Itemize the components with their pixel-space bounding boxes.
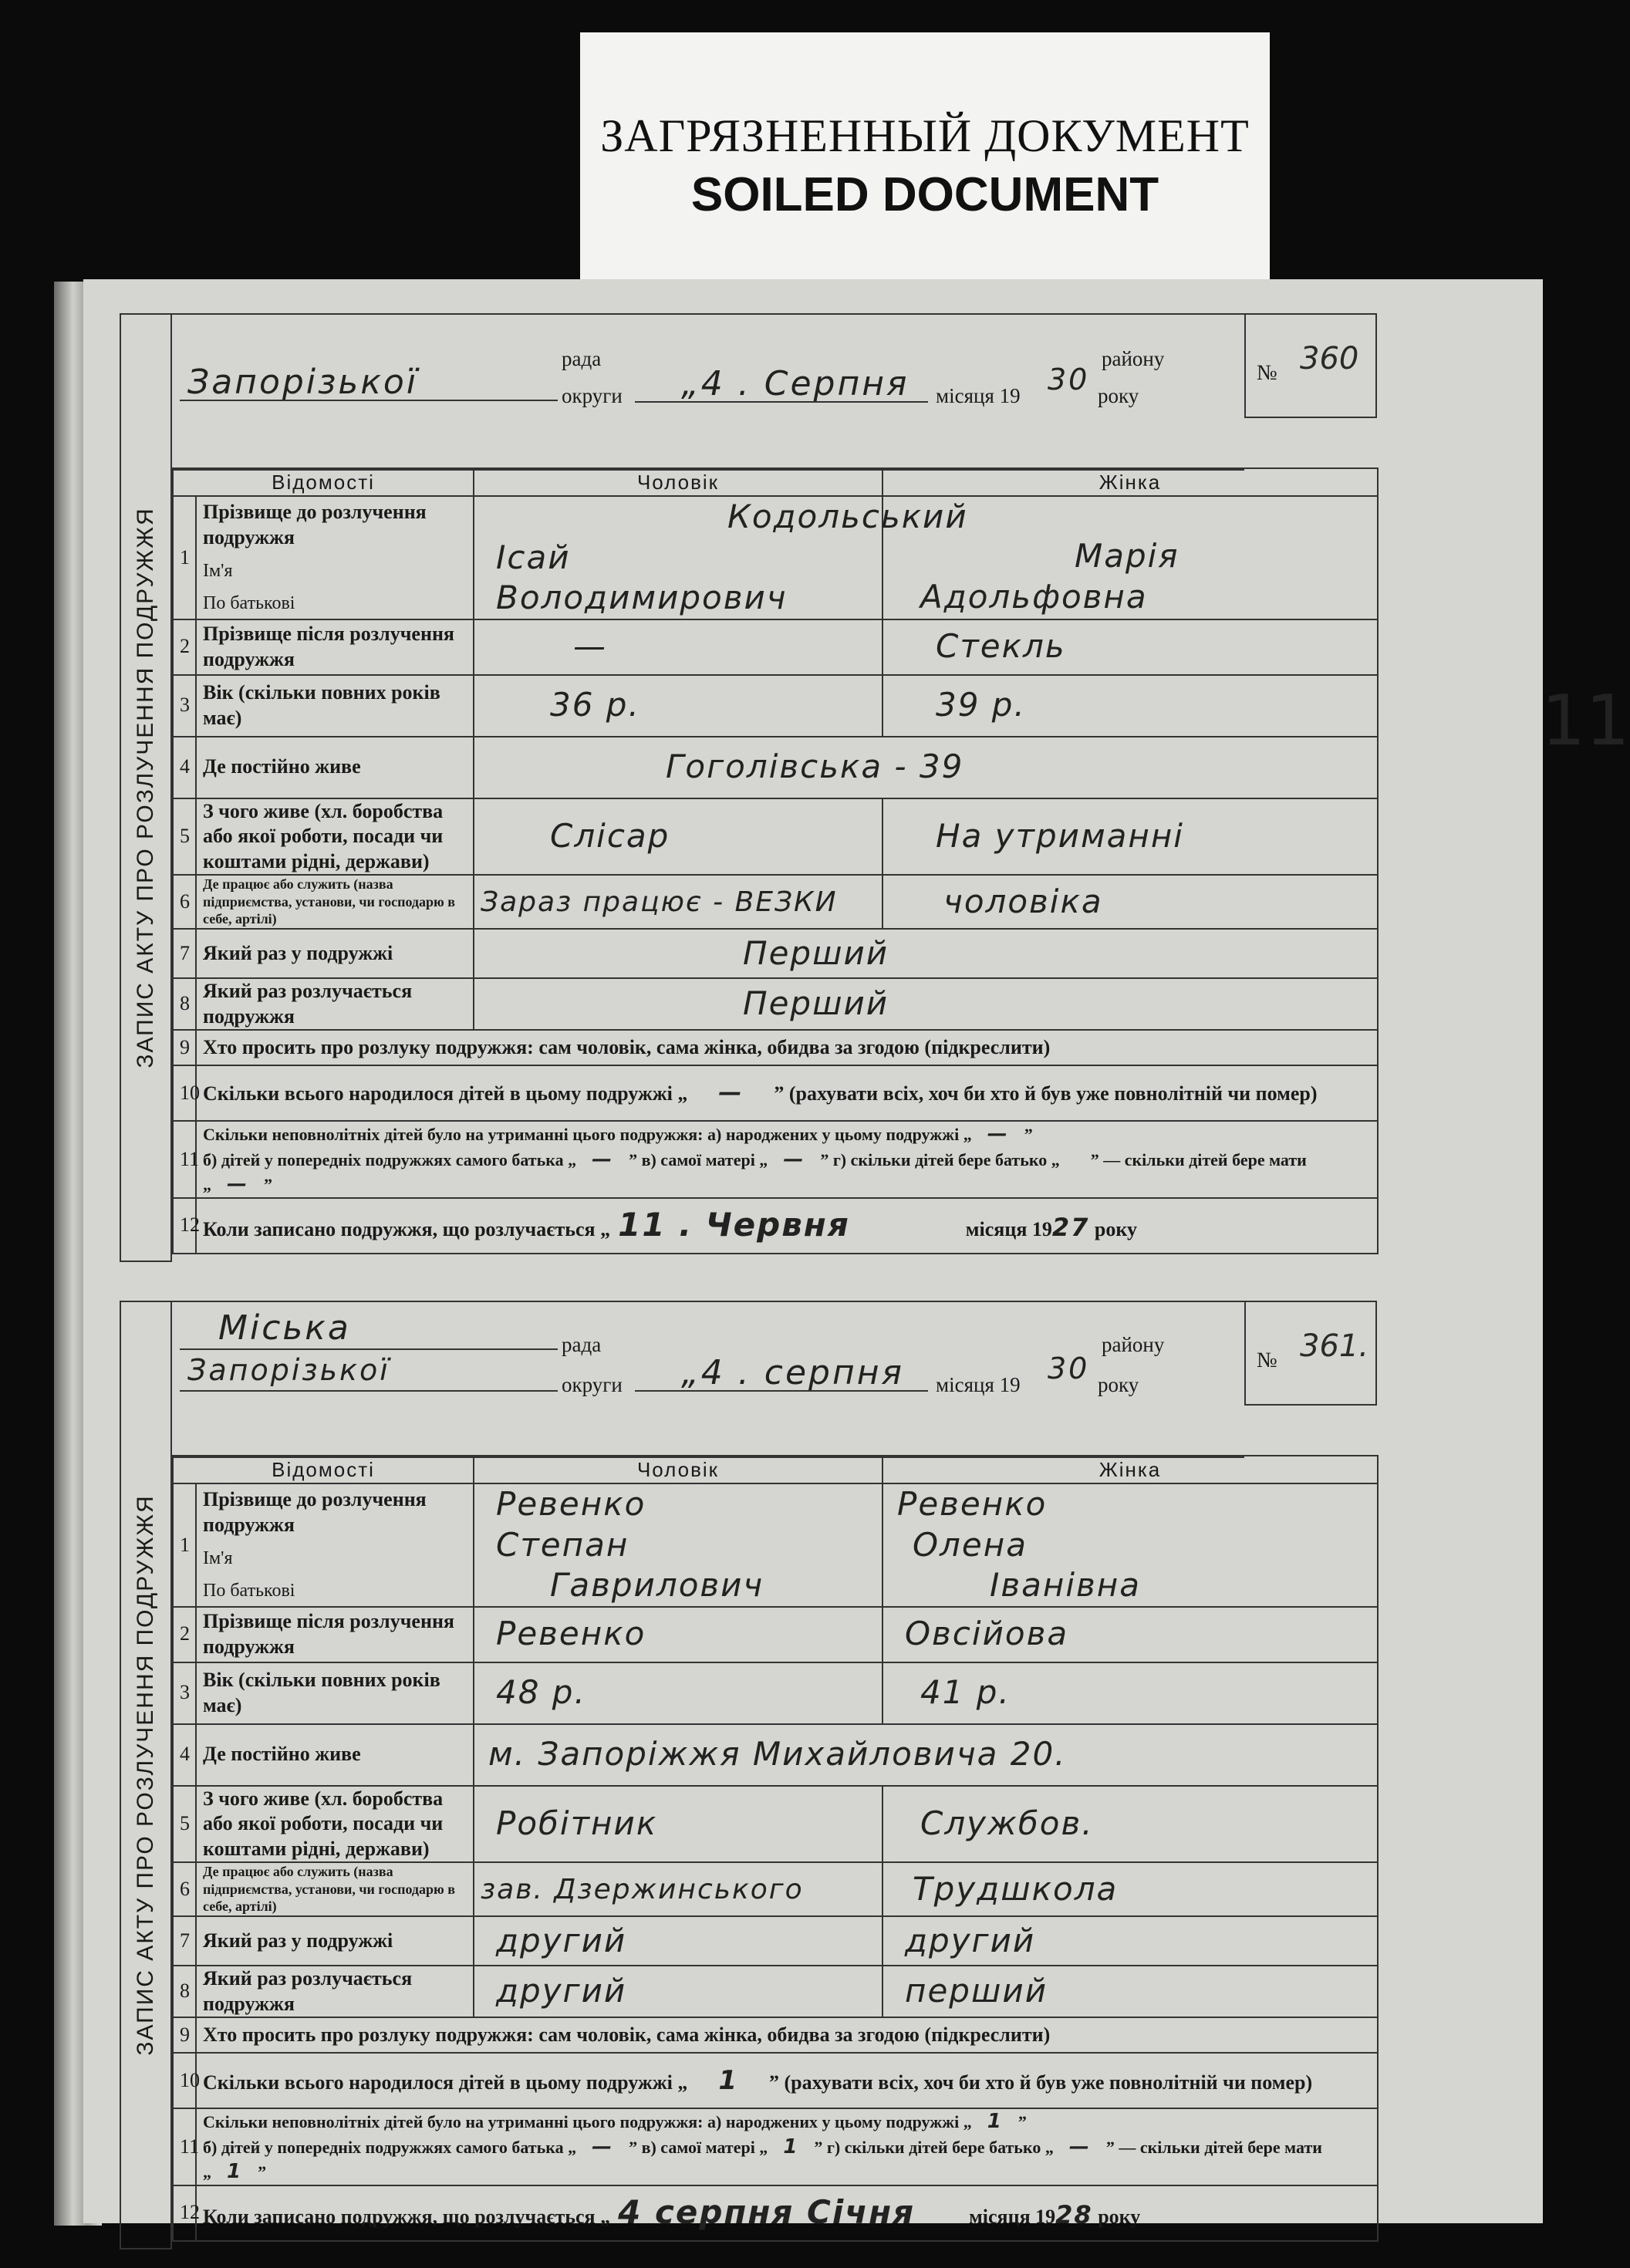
col-woman: Жінка xyxy=(882,468,1378,496)
woman-value: чоловіка xyxy=(943,882,1103,920)
row-label: Який раз у подружжі xyxy=(196,1916,474,1966)
row11-c: — xyxy=(783,1147,805,1171)
row10-post: ” (рахувати всіх, хоч би хто й був уже повнолітній чи помер) xyxy=(774,1082,1318,1105)
man-value: 36 р. xyxy=(550,686,640,724)
row-num: 5 xyxy=(173,1786,196,1863)
month-label: місяця 19 xyxy=(936,384,1021,407)
date-line xyxy=(635,1390,928,1392)
woman-value: На утриманні xyxy=(936,817,1184,855)
row-num: 2 xyxy=(173,1607,196,1662)
man-name: Ісай xyxy=(496,538,571,576)
row11-text: Скільки неповнолітніх дітей було на утриманні цього подружжя: а) народжених у цьому подружжі „ — ” б) дітей у попередніх подружжях самого батька „ — ” в) самої матері „ — ” г) скільки дітей бере батько „ ” — скільки дітей бере мати „ — ” xyxy=(196,1121,1378,1198)
woman-value: Службов. xyxy=(920,1804,1094,1842)
row11-b: — xyxy=(592,2135,614,2158)
man-value: Ревенко xyxy=(496,1615,646,1653)
row-label: Де працює або служить (назва підприємства, установи, чи господарю в себе, артілі) xyxy=(196,1862,474,1916)
stamp-ru: ЗАГРЯЗНЕННЫЙ ДОКУМЕНТ xyxy=(600,110,1250,161)
woman-cell xyxy=(882,496,1378,619)
rada-label: рада xyxy=(562,347,602,370)
row11-d-label: ” г) скільки дітей бере батько „ xyxy=(814,2137,1054,2157)
rada-line xyxy=(180,400,558,401)
record-number: 361. xyxy=(1300,1328,1369,1364)
woman-patronymic: Адольфовна xyxy=(920,577,1148,616)
woman-name: Марія xyxy=(1075,537,1179,575)
date-value: „4 . серпня xyxy=(681,1353,904,1392)
label-surname: Прізвище до розлучення подружжя xyxy=(203,501,427,548)
row-label: Вік (скільки повних років має) xyxy=(196,675,474,737)
row-label: Де постійно живе xyxy=(196,737,474,798)
row-num: 4 xyxy=(173,1724,196,1786)
row11-c-label: ” в) самої матері „ xyxy=(629,2137,768,2157)
raion-label: району xyxy=(1102,1333,1165,1356)
row12-post: року xyxy=(1098,2206,1141,2229)
row11-e: — xyxy=(227,1173,248,1196)
row-num: 10 xyxy=(173,2053,196,2108)
row10-post: ” (рахувати всіх, хоч би хто й був уже повнолітній чи помер) xyxy=(769,2071,1313,2094)
side-title: ЗАПИС АКТУ ПРО РОЗЛУЧЕННЯ ПОДРУЖЖЯ xyxy=(120,313,172,1262)
row11-a: — xyxy=(987,1122,1009,1146)
col-man: Чоловік xyxy=(474,468,882,496)
rik-label: року xyxy=(1098,1373,1139,1396)
stamp-en: SOILED DOCUMENT xyxy=(690,168,1159,221)
row-num: 9 xyxy=(173,1030,196,1065)
row-label: З чого живе (хл. боробства або якої роботи, посади чи коштами рідні, держави) xyxy=(196,1786,474,1863)
row11-a-label: Скільки неповнолітніх дітей було на утриманні цього подружжя: а) народжених у цьому подружжі „ xyxy=(203,1125,972,1144)
record-number-box xyxy=(1244,1301,1377,1406)
record-number-box xyxy=(1244,313,1377,418)
row12-date: 11 . Червня xyxy=(618,1206,850,1244)
okruhy-value: Запорізької xyxy=(187,1353,390,1387)
row-label: З чого живе (хл. боробства або якої роботи, посади чи коштами рідні, держави) xyxy=(196,798,474,876)
row12-year: 28 xyxy=(1055,2200,1093,2230)
row10-text xyxy=(196,1065,1378,1121)
row-num: 2 xyxy=(173,619,196,675)
man-name: Степан xyxy=(496,1525,629,1564)
row-label: Де працює або служить (назва підприємства, установи, чи господарю в себе, артілі) xyxy=(196,875,474,929)
row-label: Який раз розлучається подружжя xyxy=(196,978,474,1030)
soiled-document-stamp xyxy=(580,32,1270,282)
row12-year: 27 xyxy=(1051,1213,1090,1243)
rada-label: рада xyxy=(562,1333,602,1356)
col-info: Відомості xyxy=(173,1456,474,1483)
woman-value: 41 р. xyxy=(920,1673,1011,1712)
woman-value: Овсійова xyxy=(905,1615,1069,1653)
man-surname: Ревенко xyxy=(496,1485,646,1523)
shared-value: Перший xyxy=(743,984,889,1023)
woman-value: 39 р. xyxy=(936,686,1026,724)
row-num: 4 xyxy=(173,737,196,798)
row-num: 6 xyxy=(173,1862,196,1916)
col-woman: Жінка xyxy=(882,1456,1378,1483)
row12-text xyxy=(196,1198,1378,1254)
woman-name: Олена xyxy=(913,1525,1028,1564)
man-value: другий xyxy=(496,1921,627,1959)
row12-post: року xyxy=(1094,1218,1137,1241)
row11-b: — xyxy=(592,1147,614,1171)
row11-d xyxy=(1060,1148,1091,1171)
shared-value: Перший xyxy=(743,933,889,972)
row11-a: 1 xyxy=(987,2110,1003,2133)
okruhy-label: округи xyxy=(562,1373,623,1396)
man-value: 48 р. xyxy=(496,1673,586,1712)
man-surname: Кодольський xyxy=(727,498,968,535)
raion-label: району xyxy=(1102,347,1165,370)
label-name: Ім'я xyxy=(203,1548,233,1569)
row-num: 11 xyxy=(173,1121,196,1198)
col-info: Відомості xyxy=(173,468,474,496)
woman-surname: Ревенко xyxy=(897,1485,1048,1523)
row-label: Прізвище після розлучення подружжя xyxy=(196,619,474,675)
row10-text xyxy=(196,2053,1378,2108)
row-num: 7 xyxy=(173,1916,196,1966)
man-value: другий xyxy=(496,1972,627,2010)
row-label: Вік (скільки повних років має) xyxy=(196,1662,474,1724)
row-num: 10 xyxy=(173,1065,196,1121)
row10-pre: Скільки всього народилося дітей в цьому подружжі „ xyxy=(203,2071,688,2094)
label-name: Ім'я xyxy=(203,561,233,582)
man-patronymic: Володимирович xyxy=(496,579,788,616)
row11-c-label: ” в) самої матері „ xyxy=(629,1149,768,1169)
row-num: 12 xyxy=(173,1198,196,1254)
row-num: 3 xyxy=(173,1662,196,1724)
row12-month: місяця 19 xyxy=(965,1218,1052,1241)
label-surname: Прізвище до розлучення подружжя xyxy=(203,1488,427,1536)
rik-label: року xyxy=(1098,384,1139,407)
row-num: 1 xyxy=(173,1483,196,1607)
man-patronymic: Гаврилович xyxy=(550,1566,764,1604)
row-label: Який раз розлучається подружжя xyxy=(196,1966,474,2017)
shared-value: м. Запоріжжя Михайловича 20. xyxy=(488,1735,1067,1774)
row-num: 9 xyxy=(173,2017,196,2053)
row-num: 1 xyxy=(173,496,196,619)
row-num: 8 xyxy=(173,1966,196,2017)
year-value: 30 xyxy=(1048,363,1090,397)
row10-value: — xyxy=(718,1079,744,1107)
okruhy-line xyxy=(180,1390,558,1392)
rada-value: Запорізької xyxy=(187,363,419,402)
row12-pre: Коли записано подружжя, що розлучається „ xyxy=(203,2206,611,2229)
date-line xyxy=(635,401,928,403)
woman-value: Трудшкола xyxy=(913,1869,1119,1908)
row12-date: 4 серпня Січня xyxy=(618,2193,916,2232)
okruhy-label: округи xyxy=(562,384,623,407)
woman-surname xyxy=(889,498,1371,536)
form-header xyxy=(172,313,1244,471)
row-num: 6 xyxy=(173,875,196,929)
woman-value: перший xyxy=(905,1972,1048,2010)
man-value: — xyxy=(573,627,607,666)
man-value: Зараз працює - ВЕЗКИ xyxy=(481,886,838,918)
row-label: Де постійно живе xyxy=(196,1724,474,1786)
divorce-record-form-1 xyxy=(120,313,1500,1262)
row-num: 5 xyxy=(173,798,196,876)
shared-value: Гоголівська - 39 xyxy=(666,748,964,786)
margin-mark: 11 xyxy=(1541,680,1630,761)
row-label xyxy=(196,1483,474,1607)
row10-pre: Скільки всього народилося дітей в цьому подружжі „ xyxy=(203,1082,688,1105)
divorce-record-form-2 xyxy=(120,1301,1500,2249)
man-cell xyxy=(474,496,968,619)
woman-value: Стекль xyxy=(936,627,1066,666)
man-value: зав. Дзержинського xyxy=(481,1873,804,1905)
record-table xyxy=(172,467,1379,1254)
row11-b-label: б) дітей у попередніх подружжях самого батька „ xyxy=(203,1149,577,1169)
form-header xyxy=(172,1301,1244,1458)
man-cell xyxy=(474,1483,882,1607)
year-value: 30 xyxy=(1048,1352,1090,1385)
row11-a-label: Скільки неповнолітніх дітей було на утриманні цього подружжя: а) народжених у цьому подружжі „ xyxy=(203,2112,972,2131)
number-label: № xyxy=(1257,361,1277,385)
row9-text: Хто просить про розлуку подружжя: сам чоловік, сама жінка, обидва за згодою (підкреслити) xyxy=(196,1030,1378,1065)
row-label: Прізвище після розлучення подружжя xyxy=(196,1607,474,1662)
date-value: „4 . Серпня xyxy=(681,364,909,403)
row11-e-label: ” — скільки дітей бере мати „ xyxy=(203,1149,1307,1194)
row-num: 7 xyxy=(173,929,196,978)
label-patronymic: По батькові xyxy=(203,1581,295,1601)
record-number: 360 xyxy=(1300,341,1359,376)
row-num: 11 xyxy=(173,2108,196,2185)
rada-value: Міська xyxy=(218,1308,351,1348)
man-value: Робітник xyxy=(496,1804,658,1842)
side-title: ЗАПИС АКТУ ПРО РОЗЛУЧЕННЯ ПОДРУЖЖЯ xyxy=(120,1301,172,2249)
row11-d: — xyxy=(1068,2135,1091,2158)
rada-line xyxy=(180,1348,558,1350)
row11-b-label: б) дітей у попередніх подружжях самого батька „ xyxy=(203,2137,577,2157)
row12-month: місяця 19 xyxy=(969,2206,1056,2229)
label-patronymic: По батькові xyxy=(203,593,295,614)
row11-e: 1 xyxy=(227,2160,243,2183)
row11-d-label: ” г) скільки дітей бере батько „ xyxy=(820,1149,1060,1169)
row-num: 8 xyxy=(173,978,196,1030)
man-value: Слісар xyxy=(550,817,670,855)
row12-text xyxy=(196,2185,1378,2241)
row11-e-label: ” — скільки дітей бере мати „ xyxy=(203,2137,1322,2182)
row-num: 12 xyxy=(173,2185,196,2241)
row-label: Який раз у подружжі xyxy=(196,929,474,978)
row12-pre: Коли записано подружжя, що розлучається „ xyxy=(203,1218,611,1241)
row11-c: 1 xyxy=(783,2135,799,2158)
row-num: 3 xyxy=(173,675,196,737)
woman-patronymic: Іванівна xyxy=(990,1566,1141,1604)
row9-text: Хто просить про розлуку подружжя: сам чоловік, сама жінка, обидва за згодою (підкреслити) xyxy=(196,2017,1378,2053)
row-label xyxy=(196,496,474,619)
number-label: № xyxy=(1257,1348,1277,1372)
col-man: Чоловік xyxy=(474,1456,882,1483)
row10-value: 1 xyxy=(718,2064,739,2096)
woman-value: другий xyxy=(905,1921,1036,1959)
woman-cell xyxy=(882,1483,1378,1607)
row11-text: Скільки неповнолітніх дітей було на утриманні цього подружжя: а) народжених у цьому подружжі „ 1 ” б) дітей у попередніх подружжях самого батька „ — ” в) самої матері „ 1 ” г) скільки дітей бере батько „ — ” — скільки дітей бере мати „ 1 ” xyxy=(196,2108,1378,2185)
record-table xyxy=(172,1455,1379,2242)
month-label: місяця 19 xyxy=(936,1373,1021,1396)
